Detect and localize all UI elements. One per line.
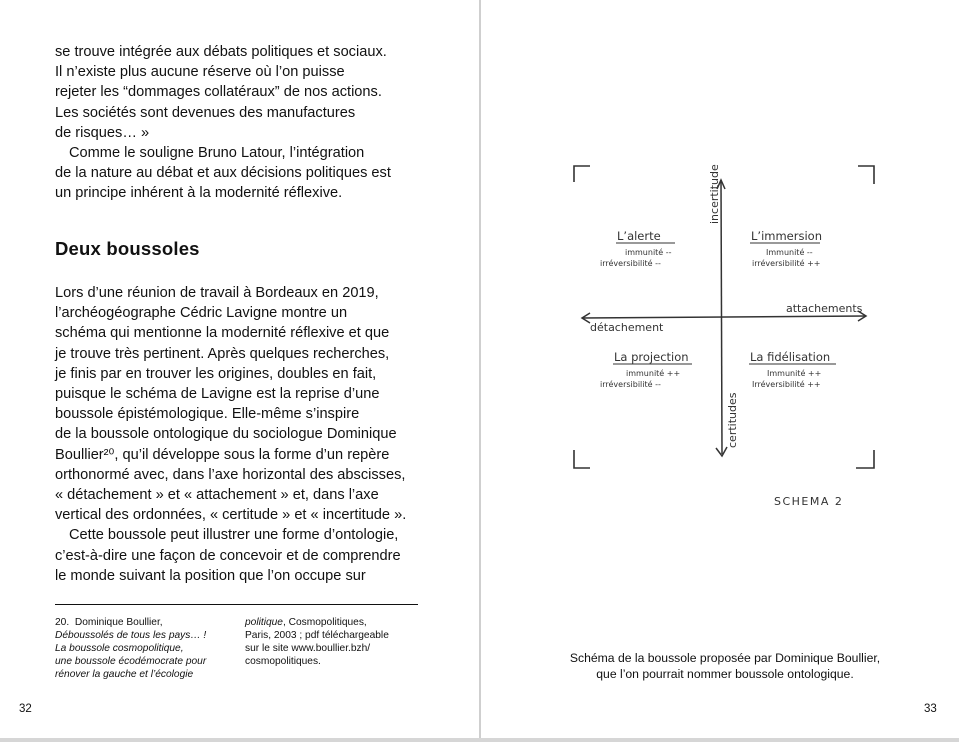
quadrant-alerte bbox=[600, 229, 675, 268]
footnote-divider bbox=[55, 604, 418, 605]
quadrant-projection bbox=[600, 350, 692, 389]
footnote-line: cosmopolitiques. bbox=[245, 656, 321, 667]
quadrant-immersion bbox=[750, 229, 822, 268]
axes bbox=[582, 180, 866, 456]
text-line: le monde suivant la position que l’on occupe sur bbox=[55, 567, 366, 584]
footnote-publisher: , Cosmopolitiques, bbox=[282, 617, 367, 628]
quadrant-line: irréversibilité ++ bbox=[752, 259, 821, 268]
footnote-title: Déboussolés de tous les pays… ! bbox=[55, 630, 207, 641]
axis-label-incertitude: incertitude bbox=[708, 164, 721, 224]
caption-line: Schéma de la boussole proposée par Dominique Boullier, bbox=[569, 651, 881, 665]
text-line: schéma qui mentionne la modernité réflexive et que bbox=[55, 325, 390, 342]
footnote-column-2 bbox=[245, 616, 389, 668]
quadrant-line: Irréversibilité ++ bbox=[752, 380, 821, 389]
text-line: c’est-à-dire une façon de concevoir et de comprendre bbox=[55, 547, 401, 564]
text-line: Cette boussole peut illustrer une forme d’ontologie, bbox=[69, 527, 399, 544]
page-number-left: 32 bbox=[19, 703, 32, 715]
quadrant-line: irréversibilité -- bbox=[600, 259, 661, 268]
quadrant-line: immunité -- bbox=[625, 248, 672, 257]
text-line: de risques… » bbox=[55, 124, 150, 141]
text-line: puisque le schéma de Lavigne est la reprise d’une bbox=[55, 386, 380, 403]
footnote-title: politique bbox=[245, 617, 283, 628]
bottom-edge bbox=[0, 738, 959, 742]
footnote-column-1 bbox=[55, 616, 206, 681]
schema-label: SCHEMA 2 bbox=[774, 495, 844, 508]
text-line: boussole épistémologique. Elle-même s’inspire bbox=[55, 406, 360, 423]
footnote-line: sur le site www.boullier.bzh/ bbox=[245, 643, 371, 654]
quadrant-line: Immunité ++ bbox=[767, 369, 822, 378]
main-paragraph bbox=[55, 283, 425, 586]
axis-label-attachements: attachements bbox=[786, 302, 863, 315]
text-line: de la nature au débat et aux décisions politiques est bbox=[55, 165, 391, 182]
text-line: Boullier²⁰, qu’il développe sous la forme d’un repère bbox=[55, 446, 390, 463]
text-line: vertical des ordonnées, « certitude » et « incertitude ». bbox=[55, 507, 407, 524]
caption-line: que l’on pourrait nommer boussole ontologique. bbox=[596, 667, 854, 681]
footnote-number: 20. bbox=[55, 617, 70, 628]
corner-bottom-left bbox=[574, 450, 590, 468]
footnote-title: une boussole écodémocrate pour bbox=[55, 656, 207, 667]
corner-top-right bbox=[858, 166, 874, 184]
top-paragraph bbox=[55, 42, 425, 204]
footnote-author: Dominique Boullier, bbox=[74, 617, 163, 628]
text-line: Il n’existe plus aucune réserve où l’on puisse bbox=[55, 64, 345, 81]
footnote-title: rénover la gauche et l’écologie bbox=[55, 669, 194, 680]
left-page bbox=[0, 0, 480, 738]
text-line: se trouve intégrée aux débats politiques et sociaux. bbox=[55, 44, 387, 60]
quadrant-fidelisation bbox=[749, 350, 836, 389]
section-heading: Deux boussoles bbox=[55, 238, 200, 259]
footnote-line: Paris, 2003 ; pdf téléchargeable bbox=[245, 630, 389, 641]
horizontal-axis bbox=[582, 316, 866, 318]
axis-label-certitudes: certitudes bbox=[726, 392, 739, 448]
text-line: je finis par en trouver les origines, doubles en fait, bbox=[55, 365, 377, 382]
text-line: « détachement » et « attachement » et, dans l’axe bbox=[55, 487, 379, 504]
figure-caption bbox=[555, 650, 895, 682]
corner-bottom-right bbox=[856, 450, 874, 468]
text-line: orthonormé avec, dans l’axe horizontal des abscisses, bbox=[55, 466, 406, 483]
axis-label-detachement: détachement bbox=[590, 321, 664, 334]
quadrant-title: L’immersion bbox=[751, 229, 822, 243]
text-line: Comme le souligne Bruno Latour, l’intégration bbox=[69, 145, 365, 162]
text-line: Lors d’une réunion de travail à Bordeaux en 2019, bbox=[55, 285, 379, 301]
quadrant-line: irréversibilité -- bbox=[600, 380, 661, 389]
text-line: de la boussole ontologique du sociologue Dominique bbox=[55, 426, 397, 443]
compass-diagram bbox=[560, 158, 880, 518]
text-line: l’archéogéographe Cédric Lavigne montre un bbox=[55, 305, 348, 322]
text-line: rejeter les “dommages collatéraux” de nos actions. bbox=[55, 84, 382, 101]
quadrant-title: L’alerte bbox=[617, 229, 661, 243]
quadrant-title: La projection bbox=[614, 350, 689, 364]
text-line: Les sociétés sont devenues des manufactures bbox=[55, 104, 356, 121]
quadrant-title: La fidélisation bbox=[750, 350, 831, 364]
text-line: un principe inhérent à la modernité réflexive. bbox=[55, 185, 343, 202]
text-line: je trouve très pertinent. Après quelques recherches, bbox=[55, 345, 390, 362]
quadrant-line: Immunité -- bbox=[766, 248, 813, 257]
corner-top-left bbox=[574, 166, 590, 182]
page-number-right: 33 bbox=[924, 703, 937, 715]
quadrant-line: immunité ++ bbox=[626, 369, 681, 378]
footnote-title: La boussole cosmopolitique, bbox=[55, 643, 184, 654]
